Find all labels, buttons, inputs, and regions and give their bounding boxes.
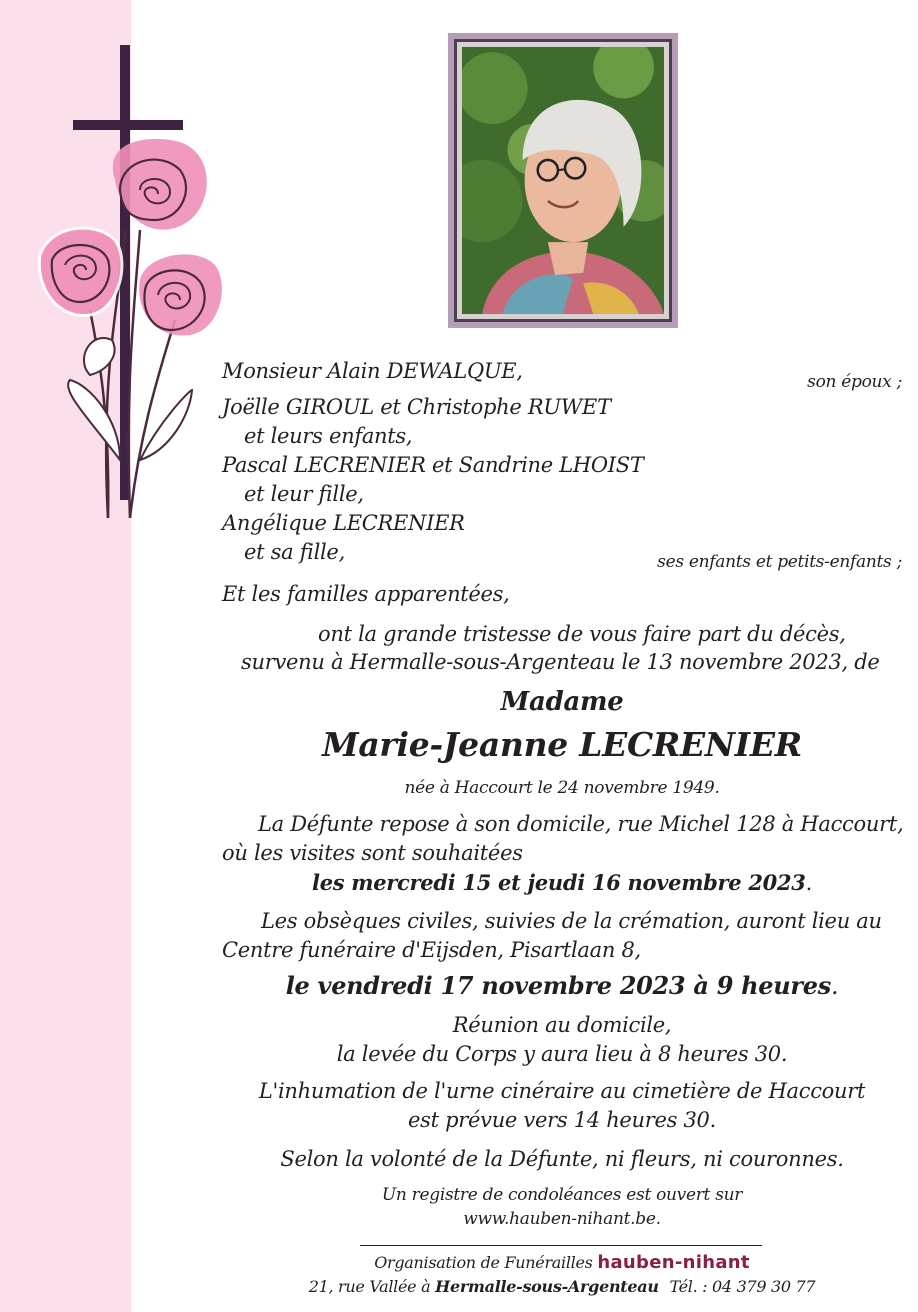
visit-dates: les mercredi 15 et jeudi 16 novembre 2023 — [312, 870, 806, 895]
visit-line: La Défunte repose à son domicile, rue Michel 128 à Haccourt, — [258, 812, 904, 836]
footer-town: Hermalle-sous-Argenteau — [435, 1277, 659, 1296]
brand-logo: hauben-nihant — [597, 1252, 750, 1273]
family-line: et leurs enfants, — [244, 424, 413, 448]
registry-link[interactable]: www.hauben-nihant.be. — [463, 1209, 661, 1229]
family-line: Joëlle GIROUL et Christophe RUWET — [222, 395, 611, 419]
registry-line: Un registre de condoléances est ouvert sur — [381, 1185, 743, 1205]
footer-org — [222, 1251, 902, 1275]
wish-line: Selon la volonté de la Défunte, ni fleurs, ni couronnes. — [280, 1147, 844, 1171]
footer-org-label: Organisation de Funérailles — [374, 1253, 593, 1272]
rose-icon — [139, 254, 222, 335]
family-line: Angélique LECRENIER — [222, 511, 465, 535]
family-line: Pascal LECRENIER et Sandrine LHOIST — [222, 453, 644, 477]
ceremony-line: Centre funéraire d'Eijsden, Pisartlaan 8, — [222, 938, 641, 962]
rose-icon — [39, 228, 122, 316]
cross-roses-illustration — [30, 40, 230, 530]
footer-address: 21, rue Vallée à Hermalle-sous-Argenteau Tél. : 04 379 30 77 — [308, 1277, 816, 1296]
deceased-born: née à Haccourt le 24 novembre 1949. — [404, 778, 720, 798]
ceremony-date: le vendredi 17 novembre 2023 à 9 heures — [285, 971, 831, 1000]
family-line: et leur fille, — [244, 482, 364, 506]
ceremony-line: Les obsèques civiles, suivies de la crémation, auront lieu au — [261, 909, 882, 933]
family-role: son époux ; — [807, 372, 902, 392]
family-line: Et les familles apparentées, — [222, 582, 510, 606]
portrait-photo — [462, 47, 664, 314]
footer-divider — [360, 1245, 762, 1246]
family-line: Monsieur Alain DEWALQUE, — [222, 359, 523, 383]
family-role: ses enfants et petits-enfants ; — [657, 552, 902, 572]
urn-line: est prévue vers 14 heures 30. — [408, 1108, 716, 1132]
footer-phone: Tél. : 04 379 30 77 — [669, 1277, 816, 1296]
visit-line: où les visites sont souhaitées — [222, 841, 523, 865]
deceased-name: Marie-Jeanne LECRENIER — [322, 725, 802, 764]
deceased-title: Madame — [500, 687, 624, 717]
ceremony-date-line: le vendredi 17 novembre 2023 à 9 heures. — [285, 971, 839, 1000]
meeting-line: la levée du Corps y aura lieu à 8 heures 30. — [336, 1042, 788, 1066]
meeting-line: Réunion au domicile, — [452, 1013, 672, 1037]
urn-line: L'inhumation de l'urne cinéraire au cimetière de Haccourt — [258, 1079, 866, 1103]
family-line: et sa fille, — [244, 540, 345, 564]
portrait-frame — [448, 33, 678, 328]
announce-line: ont la grande tristesse de vous faire part du décès, — [318, 622, 846, 646]
visit-dates-line: les mercredi 15 et jeudi 16 novembre 2023. — [312, 870, 812, 895]
announce-line: survenu à Hermalle-sous-Argenteau le 13 novembre 2023, de — [241, 650, 880, 674]
